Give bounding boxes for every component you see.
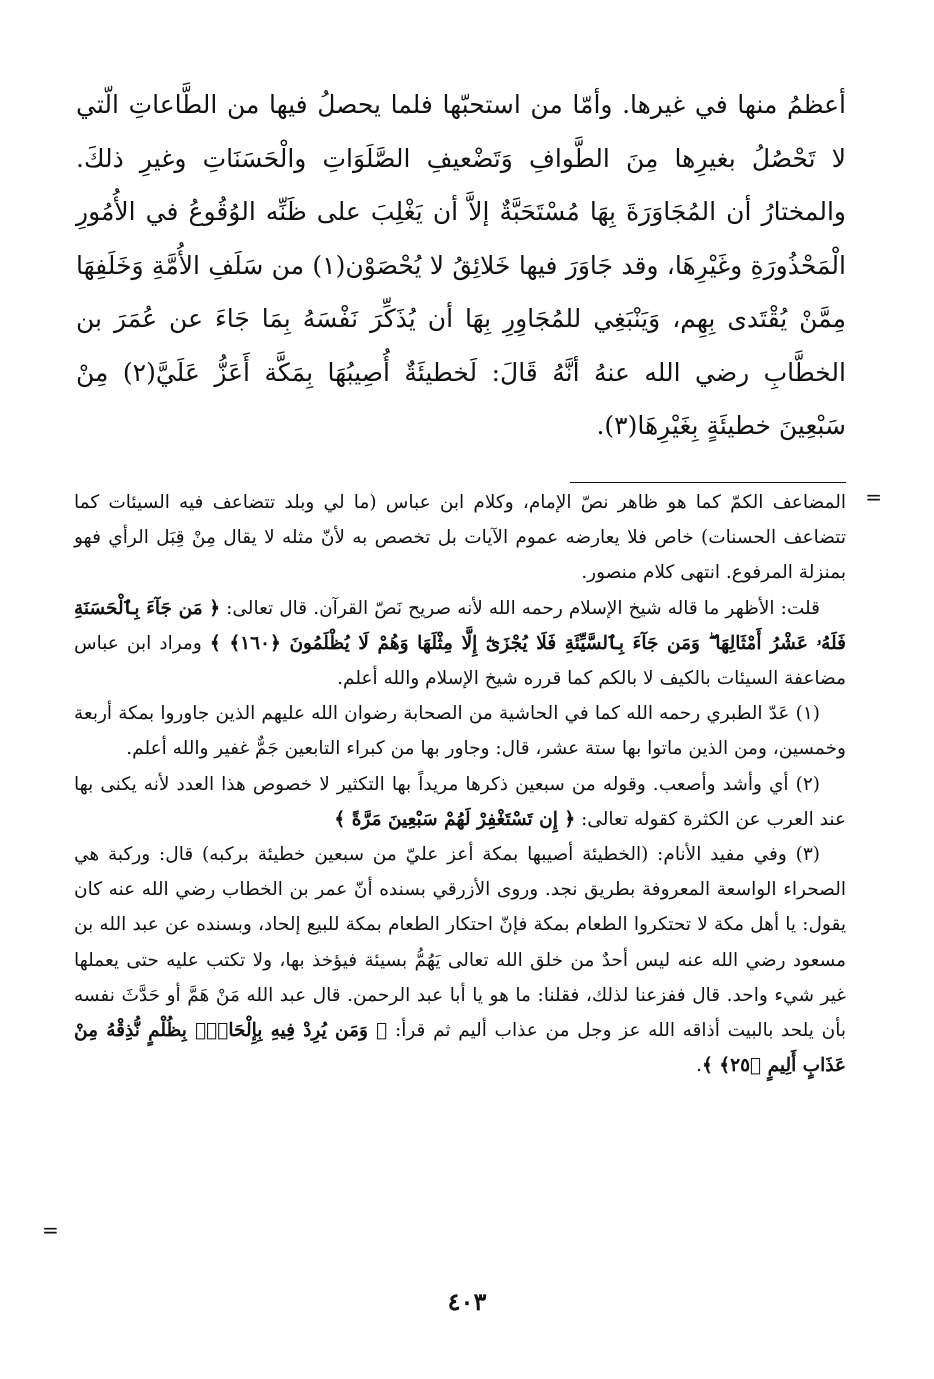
footnote-1: (١) عَدّ الطبري رحمه الله كما في الحاشية من الصحابة رضوان الله عليهم الذين جاوروا بمكة أربعة وخمسين، ومن الذين ماتوا بها ستة عشر، قال: وجاور بها من كبراء التابعين جَمٌّ غفير والله أعلم. [74,703,846,760]
page-number: ٤٠٣ [447,1287,487,1316]
footnote-continued: المضاعف الكمّ كما هو ظاهر نصّ الإمام، وكلام ابن عباس (ما لي وبلد تتضاعف فيه السيئات كما تتضاعف الحسنات) خاص فلا يعارضه عموم الآيات بل تخصص به لأنّ مثله لا يقال مِنْ قِبَل الرأي فهو بمنزلة المرفوع. انتهى كلام منصور. [74,492,846,584]
quran-verse: ﴿ وَمَن يُرِدْ فِيهِ بِإِلْحَادٍۭ بِظُلْمٍ نُّذِقْهُ مِنْ عَذَابٍ أَلِيمٍ ﴿٢٥﴾ ﴾ [74,1020,846,1077]
footnote-3-text: (٣) وفي مفيد الأنام: (الخطيئة أصيبها بمكة أعز عليّ من سبعين خطيئة بركبه) قال: وركبة هي الصحراء الواسعة المعروفة بطريق نجد. وروى الأزرقي بسنده أنّ عمر بن الخطاب رضي الله عنه كان يقول: يا أهل مكة لا تحتكروا الطعام بمكة فإنّ احتكار الطعام بمكة للبيع إلحاد، وبسنده عن عبد الله بن مسعود رضي الله عنه ليس أحدٌ من خلق الله تعالى يَهُمُّ بسيئة فيؤخذ بها، ولا تكتب عليه حتى يعملها غير شيء واحد. قال ففزعنا لذلك، فقلنا: ما هو يا أبا عبد الرحمن. قال عبد الله مَنْ هَمَّ أو حَدَّثَ نفسه بأن يلحد بالبيت أذاقه الله عز وجل من عذاب أليم ثم قرأ: [74,844,846,1042]
continuation-mark-end: = [42,1218,59,1242]
main-paragraph: أعظمُ منها في غيرها. وأمّا من استحبّها فلما يحصلُ فيها من الطَّاعاتِ الّتي لا تَحْصُلُ بغيرِها مِنَ الطَّوافِ وَتَضْعيفِ الصَّلَوَاتِ والْحَسَنَاتِ وغيرِ ذلكَ. والمختارُ أن المُجَاوَرَةَ بِهَا مُسْتَحَبَّةٌ إلاَّ أن يَغْلِبَ على ظَنِّه الوُقُوعُ في الأُمُورِ الْمَحْذُورَةِ وغَيْرِهَا، وقد جَاوَرَ فيها خَلائِقُ لا يُحْصَوْن(١) من سَلَفِ الأُمَّةِ وَخَلَفِهَا مِمَّنْ يُقْتَدى بِهِم، وَيَنْبَغِي للمُجَاوِرِ بِهَا أن يُذَكِّرَ نَفْسَهُ بِمَا جَاءَ عن عُمَرَ بن الخطَّابِ رضي الله عنهُ أنَّهُ قَالَ: لَخطيئَةٌ أُصِيبُهَا بِمَكَّة أَعَزُّ عَلَيَّ(٢) مِنْ سَبْعِينَ خطيئَةٍ بِغَيْرِهَا(٣). [76,90,846,440]
quran-verse: ﴿ إِن تَسْتَغْفِرْ لَهُمْ سَبْعِينَ مَرَّةً ﴾ [334,808,576,830]
footnote-qult-text: قلت: الأظهر ما قاله شيخ الإسلام رحمه الله لأنه صريح نَصّ القرآن. قال تعالى: [226,597,820,619]
footnote-qult [74,591,846,697]
footnote-separator [570,482,846,483]
footnotes-block [74,485,846,1083]
footnote-2-text: (٢) أي وأشد وأصعب. وقوله من سبعين ذكرها مريداً بها التكثير لا خصوص هذا العدد لأنه يكنى بها عند العرب عن الكثرة كقوله تعالى: [74,773,846,830]
quran-verse: ﴿ مَن جَآءَ بِٱلْحَسَنَةِ فَلَهُۥ عَشْرُ أَمْثَالِهَا ۖ وَمَن جَآءَ بِٱلسَّيِّئَةِ فَلَا يُجْزَىٰٓ إِلَّا مِثْلَهَا وَهُمْ لَا يُظْلَمُونَ ﴿١٦٠﴾ ﴾ [74,597,846,654]
footnote-3-end: . [696,1055,703,1077]
footnote-2 [74,767,846,837]
continuation-mark-start: = [865,485,882,509]
main-text-block [76,78,846,453]
footnote-3 [74,837,846,1083]
footnote-qult-end: ومراد ابن عباس مضاعفة السيئات بالكيف لا بالكم كما قرره شيخ الإسلام والله أعلم. [74,632,846,690]
